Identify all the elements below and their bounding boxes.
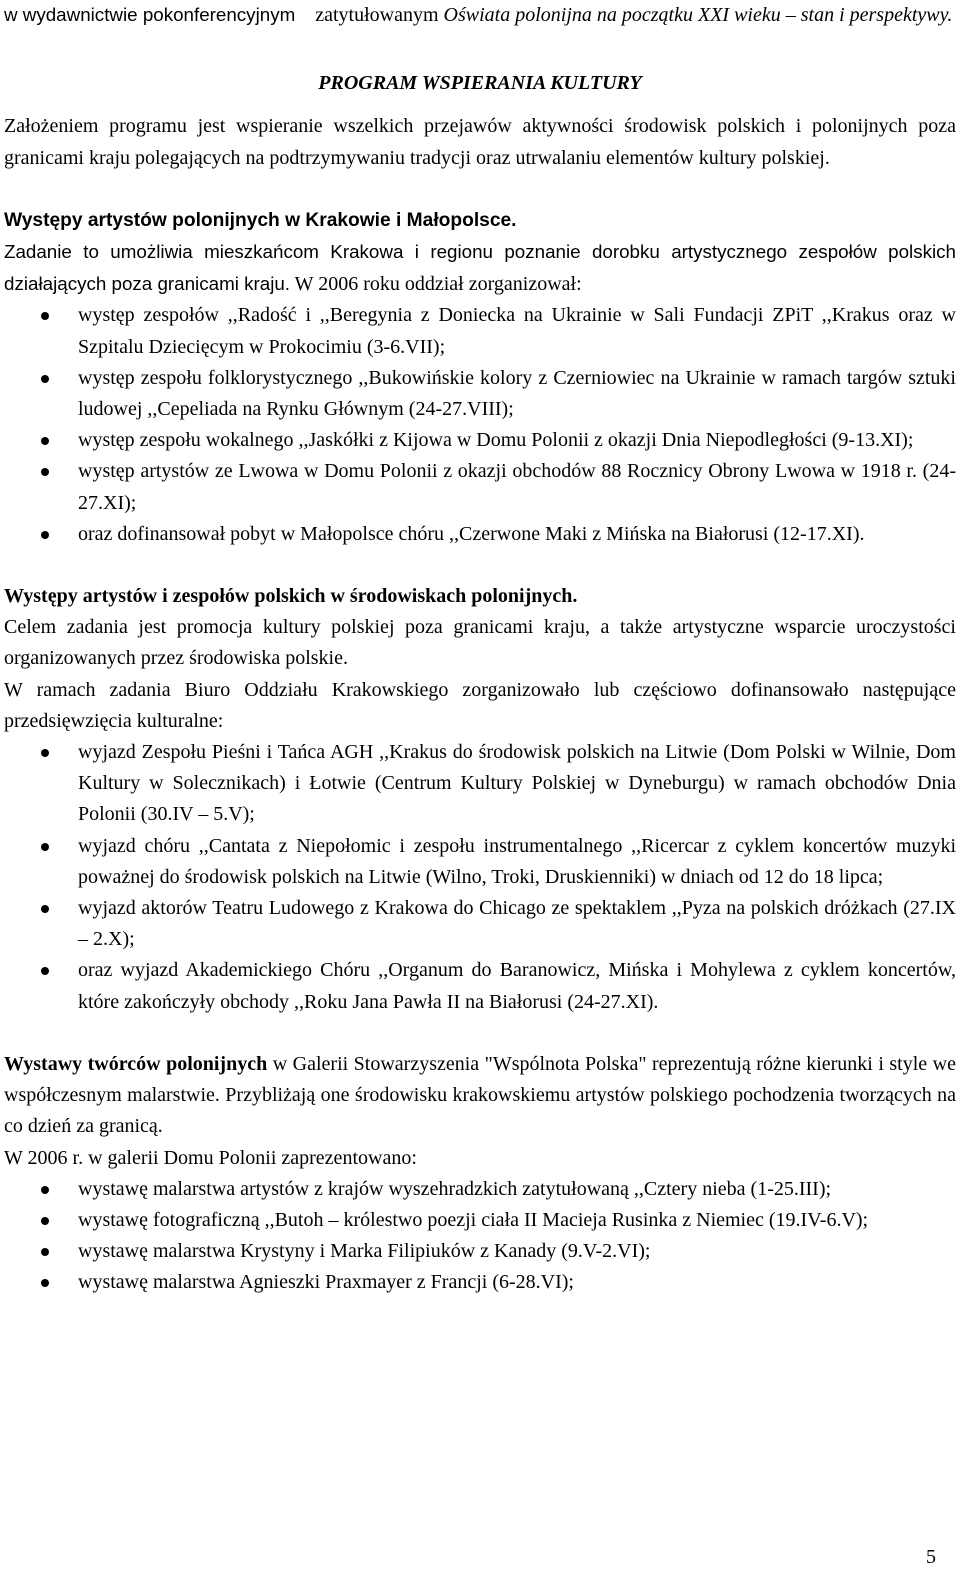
bullet-icon <box>41 312 49 320</box>
list-item: wystawę fotograficzną ,,Butoh – królestwo poezji ciała II Macieja Rusinka z Niemiec (19.IV-6.V); <box>4 1205 956 1236</box>
list-item: wyjazd chóru ,,Cantata z Niepołomic i zespołu instrumentalnego ,,Ricercar z cyklem koncertów muzyki poważnej do środowisk polskich na Litwie (Wilno, Troki, Druskienniki) w dniach od 12 do 18 lipca; <box>4 831 956 893</box>
bullet-icon <box>41 1186 49 1194</box>
section-heading-program: PROGRAM WSPIERANIA KULTURY <box>318 72 642 95</box>
list-item: występ artystów ze Lwowa w Domu Polonii z okazji obchodów 88 Rocznicy Obrony Lwowa w 1918 r. (24-27.XI); <box>4 456 956 518</box>
list-item: wyjazd aktorów Teatru Ludowego z Krakowa do Chicago ze spektaklem ,,Pyza na polskich dróżkach (27.IX – 2.X); <box>4 893 956 955</box>
section-heading-performances-krakow: Występy artystów polonijnych w Krakowie i Małopolsce. <box>4 209 517 231</box>
abroad-list <box>4 737 956 1018</box>
bullet-icon <box>41 749 49 757</box>
performances-description <box>4 236 956 300</box>
performances-description-sans: Zadanie to umożliwia mieszkańcom Krakowa i regionu poznanie dorobku artystycznego zespołów polskich działających poza granicami kraju. <box>4 241 956 295</box>
list-item: wyjazd Zespołu Pieśni i Tańca AGH ,,Krakus do środowisk polskich na Litwie (Dom Polski w Wilnie, Dom Kultury w Solecznikach) i Łotwie (Centrum Kultury Polskiej w Dyneburgu) w ramach obchodów Dnia Polonii (30.IV – 5.V); <box>4 737 956 831</box>
exhibitions-intro: W 2006 r. w galerii Domu Polonii zaprezentowano: <box>4 1146 417 1169</box>
abroad-description: Celem zadania jest promocja kultury polskiej poza granicami kraju, a także artystyczne wsparcie uroczystości organizowanych przez środowiska polskie. <box>4 616 956 670</box>
list-item: występ zespołu wokalnego ,,Jaskółki z Kijowa w Domu Polonii z okazji Dnia Niepodległości (9-13.XI); <box>4 425 956 456</box>
list-item: wystawę malarstwa artystów z krajów wyszehradzkich zatytułowaną ,,Cztery nieba (1-25.III); <box>4 1174 956 1205</box>
bullet-icon <box>41 967 49 975</box>
list-item: wystawę malarstwa Krystyny i Marka Filipiuków z Kanady (9.V-2.VI); <box>4 1236 956 1267</box>
section-heading-abroad-performances: Występy artystów i zespołów polskich w środowiskach polonijnych. <box>4 585 578 608</box>
performances-list <box>4 300 956 550</box>
bullet-icon <box>41 468 49 476</box>
bullet-icon <box>41 1248 49 1256</box>
list-item: oraz dofinansował pobyt w Małopolsce chóru ,,Czerwone Maki z Mińska na Białorusi (12-17.XI). <box>4 519 956 550</box>
document-page <box>4 0 956 1299</box>
list-item: występ zespołów ,,Radość i ,,Beregynia z Doniecka na Ukrainie w Sali Fundacji ZPiT ,,Krakus oraz w Szpitalu Dziecięcym w Prokocimiu (3-6.VII); <box>4 300 956 362</box>
bullet-icon <box>41 375 49 383</box>
performances-description-serif: W 2006 roku oddział zorganizował: <box>294 273 582 296</box>
exhibitions-description-text: w Galerii Stowarzyszenia "Wspólnota Polska" reprezentują różne kierunki i style we współczesnym malarstwie. Przybliżają one środowisku krakowskiemu artystów polskiego pochodzenia tworzących na co dzień za granicą. <box>4 1052 956 1138</box>
publication-title: Oświata polonijna na początku XXI wieku – stan i perspektywy. <box>443 4 953 26</box>
exhibitions-list <box>4 1174 956 1299</box>
bullet-icon <box>41 843 49 851</box>
bullet-icon <box>41 1279 49 1287</box>
bullet-icon <box>41 437 49 445</box>
section-heading-exhibitions: Wystawy twórców polonijnych <box>4 1052 268 1075</box>
bullet-icon <box>41 531 49 539</box>
intro-text-b: zatytułowanym <box>315 4 439 26</box>
bullet-icon <box>41 1217 49 1225</box>
exhibitions-description <box>4 1049 956 1143</box>
list-item: występ zespołu folklorystycznego ,,Bukowińskie kolory z Czerniowiec na Ukrainie w ramach targów sztuki ludowej ,,Cepeliada na Rynku Głównym (24-27.VIII); <box>4 363 956 425</box>
intro-text-a: w wydawnictwie pokonferencyjnym <box>4 4 296 25</box>
abroad-organized: W ramach zadania Biuro Oddziału Krakowskiego zorganizowało lub częściowo dofinansowało następujące przedsięwzięcia kulturalne: <box>4 678 956 732</box>
page-number: 5 <box>926 1546 936 1568</box>
bullet-icon <box>41 905 49 913</box>
list-item: wystawę malarstwa Agnieszki Praxmayer z Francji (6-28.VI); <box>4 1267 956 1298</box>
intro-paragraph <box>4 0 956 31</box>
list-item: oraz wyjazd Akademickiego Chóru ,,Organum do Baranowicz, Mińska i Mohylewa z cyklem koncertów, które zakończyły obchody ,,Roku Jana Pawła II na Białorusi (24-27.XI). <box>4 955 956 1017</box>
program-description: Założeniem programu jest wspieranie wszelkich przejawów aktywności środowisk polskich i polonijnych poza granicami kraju polegających na podtrzymywaniu tradycji oraz utrwalaniu elementów kultury polskiej. <box>4 115 956 169</box>
